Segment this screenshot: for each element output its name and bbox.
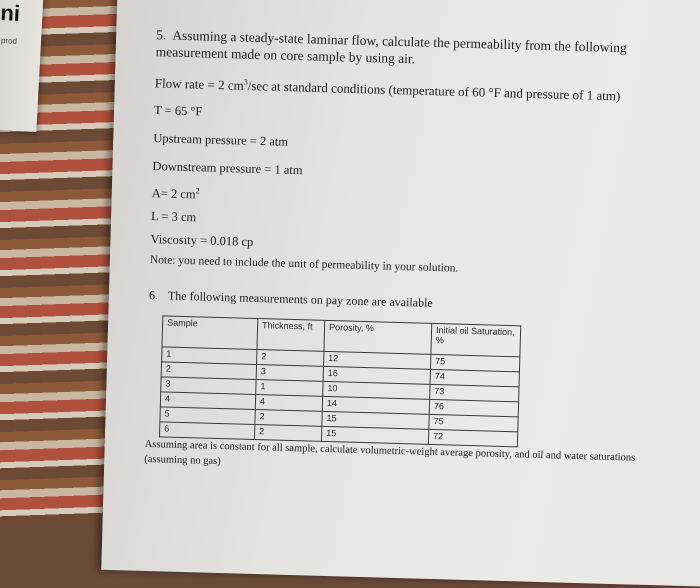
- cell-sample: 1: [162, 347, 257, 365]
- cell-porosity: 14: [322, 397, 429, 415]
- cell-sample: 4: [160, 392, 255, 410]
- cell-porosity: 15: [322, 412, 429, 430]
- question-6-footer: Assuming area is constant for all sample, calculate volumetric-weight average porosity, and oil and water saturations (assuming no gas): [144, 439, 636, 468]
- cell-thickness: 2: [257, 350, 324, 367]
- cell-porosity: 12: [323, 352, 430, 370]
- header-porosity: Porosity, %: [324, 321, 432, 355]
- cell-porosity: 16: [323, 367, 430, 385]
- cell-oil-saturation: 72: [428, 430, 517, 447]
- background-sheet-text: ni: [0, 0, 21, 26]
- cell-thickness: 4: [255, 395, 322, 412]
- flow-rate-exponent: 3: [243, 77, 248, 87]
- cell-oil-saturation: 76: [429, 400, 518, 417]
- background-sheet: [0, 0, 44, 132]
- viscosity: Viscosity = 0.018 cp: [150, 232, 254, 250]
- note: Note: you need to include the unit of permeability in your solution.: [149, 254, 459, 276]
- document-content: [144, 26, 676, 482]
- cell-thickness: 1: [256, 380, 323, 397]
- temperature: T = 65 °F: [153, 103, 203, 119]
- area-prefix: A= 2 cm: [151, 186, 196, 202]
- cell-thickness: 3: [256, 365, 323, 382]
- measurements-table: [159, 316, 521, 448]
- background-sheet-small-text: prod: [0, 36, 18, 46]
- cell-porosity: 15: [321, 427, 428, 445]
- upstream-pressure: Upstream pressure = 2 atm: [153, 131, 289, 150]
- cell-thickness: 2: [255, 410, 322, 427]
- flow-rate-suffix: /sec at standard conditions (temperature of 60 °F and pressure of 1 atm): [247, 77, 621, 104]
- cell-sample: 3: [161, 377, 256, 395]
- question-6-prompt: The following measurements on pay zone are available: [167, 289, 433, 311]
- question-5-number: 5.: [156, 27, 167, 43]
- length: L = 3 cm: [150, 209, 197, 225]
- cell-sample: 5: [160, 407, 255, 425]
- cell-oil-saturation: 73: [430, 385, 519, 402]
- question-6-number: 6.: [148, 288, 159, 303]
- paper-sheet: [101, 0, 700, 588]
- header-thickness: Thickness, ft: [257, 319, 325, 352]
- header-sample: Sample: [162, 316, 258, 350]
- area-exponent: 2: [195, 186, 200, 196]
- downstream-pressure: Downstream pressure = 1 atm: [152, 159, 303, 178]
- cell-sample: 6: [159, 422, 254, 440]
- cell-thickness: 2: [254, 425, 321, 442]
- cell-oil-saturation: 75: [429, 415, 518, 432]
- cell-oil-saturation: 75: [430, 355, 519, 372]
- question-5-prompt: Assuming a steady-state laminar flow, calculate the permeability from the following measurement made on core sample by using air.: [155, 27, 627, 67]
- cell-sample: 2: [161, 362, 256, 380]
- cell-porosity: 10: [323, 382, 430, 400]
- cell-oil-saturation: 74: [430, 370, 519, 387]
- flow-rate-prefix: Flow rate = 2 cm: [154, 75, 244, 93]
- header-oil-saturation: Initial oil Saturation, %: [431, 324, 521, 357]
